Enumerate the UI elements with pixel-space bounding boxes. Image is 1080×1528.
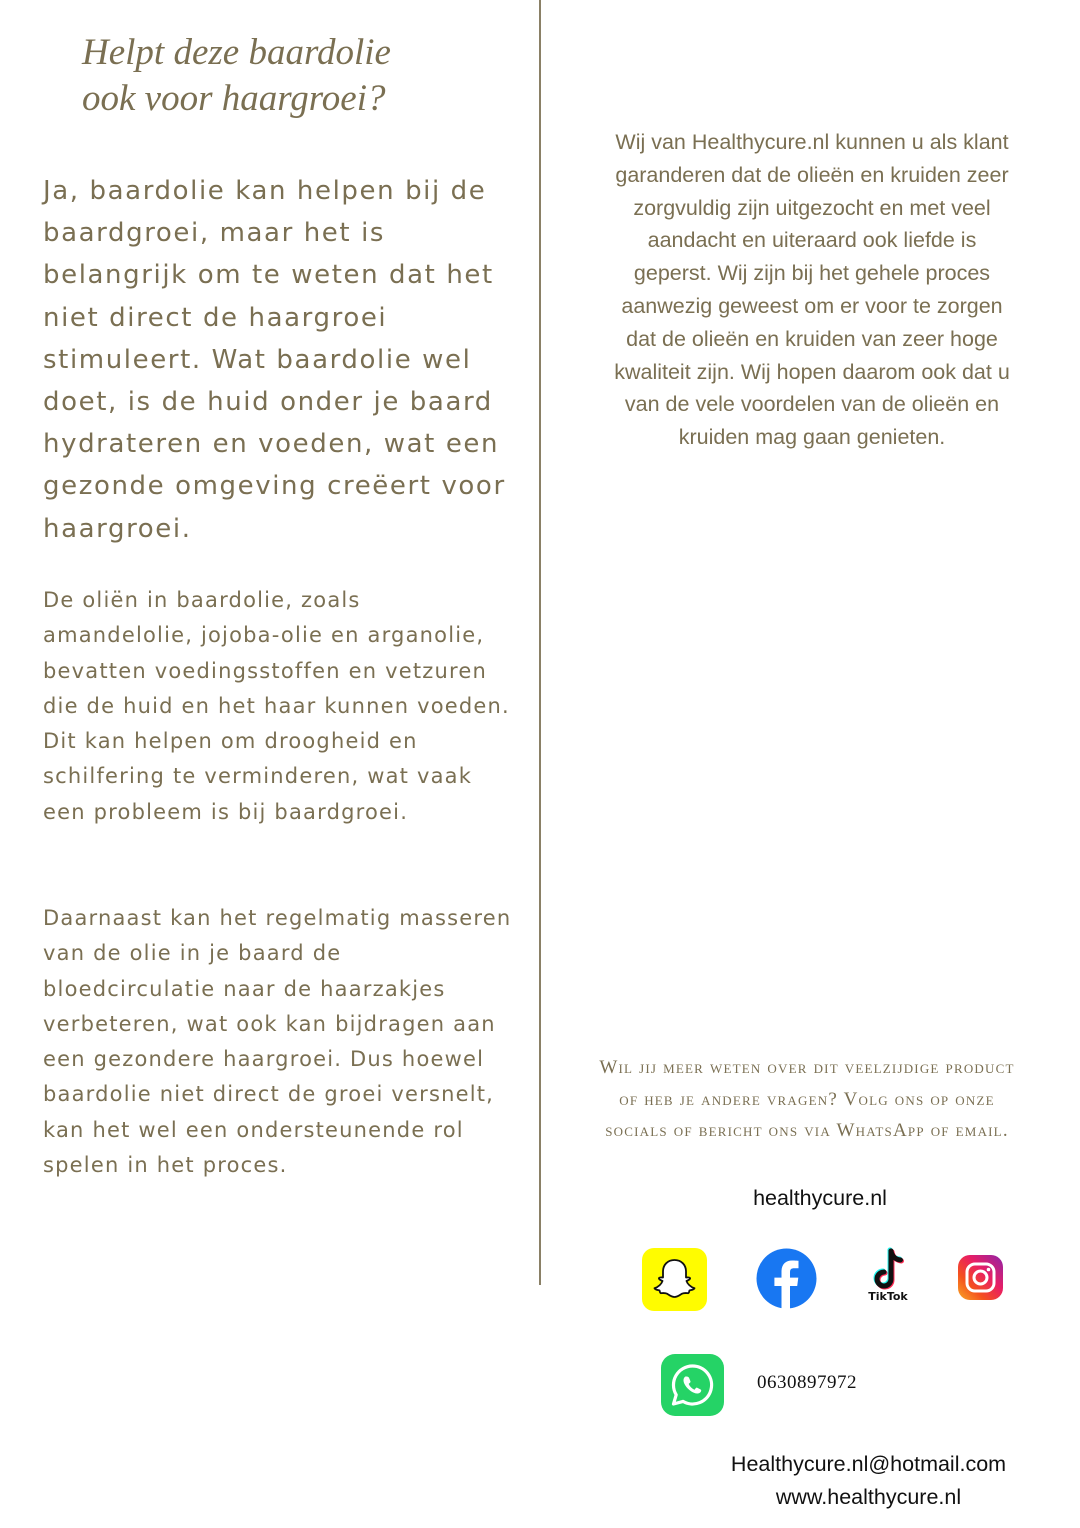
tiktok-label: TikTok [868,1290,908,1303]
contact-call-to-action: Wil jij meer weten over dit veelzijdige product of heb je andere vragen? Volg ons op onze socials of bericht ons via WhatsApp of email. [599,1057,1015,1141]
phone-number: 0630897972 [757,1372,857,1393]
snapchat-icon[interactable] [642,1248,707,1311]
instagram-icon[interactable] [958,1255,1003,1300]
email-address[interactable]: Healthycure.nl@hotmail.com [730,1452,1007,1476]
column-divider [539,0,541,1285]
facebook-icon[interactable] [756,1248,817,1309]
lead-paragraph: Ja, baardolie kan helpen bij de baardgroei, maar het is belangrijk om te weten dat het niet direct de haargroei stimuleert. Wat baardolie wel doet, is de huid onder je baard hydrateren en voeden, wat een gezonde omgeving creëert voor haargroei. [43,176,506,544]
title-line-2: ook voor haargroei? [82,78,386,119]
website-link[interactable]: www.healthycure.nl [775,1485,962,1509]
guarantee-paragraph: Wij van Healthycure.nl kunnen u als klant garanderen dat de olieën en kruiden zeer zorgvuldig zijn uitgezocht en met veel aandacht en uiteraard ook liefde is geperst. Wij zijn bij het gehele proces aanwezig geweest om er voor te zorgen dat de olieën en kruiden van zeer hoge kwaliteit zijn. Wij hopen daarom ook dat u van de vele voordelen van de olieën en kruiden mag gaan genieten. [614,130,1010,450]
tiktok-icon[interactable] [860,1244,916,1304]
body-paragraph-massage: Daarnaast kan het regelmatig masseren van de olie in je baard de bloedcirculatie naar de haarzakjes verbeteren, wat ook kan bijdragen aan een gezondere haargroei. Dus hoewel baardolie niet direct de groei versnelt, kan het wel een ondersteunende rol spelen in het proces. [43,906,512,1178]
whatsapp-icon[interactable] [661,1354,724,1416]
page-title [82,30,502,122]
body-paragraph-oils: De oliën in baardolie, zoals amandelolie, jojoba-olie en arganolie, bevatten voedingsstoffen en vetzuren die de huid en het haar kunnen voeden. Dit kan helpen om droogheid en schilfering te verminderen, wat vaak een probleem is bij baardgroei. [43,588,510,824]
title-line-1: Helpt deze baardolie [82,32,391,73]
social-handle: healthycure.nl [753,1186,887,1210]
